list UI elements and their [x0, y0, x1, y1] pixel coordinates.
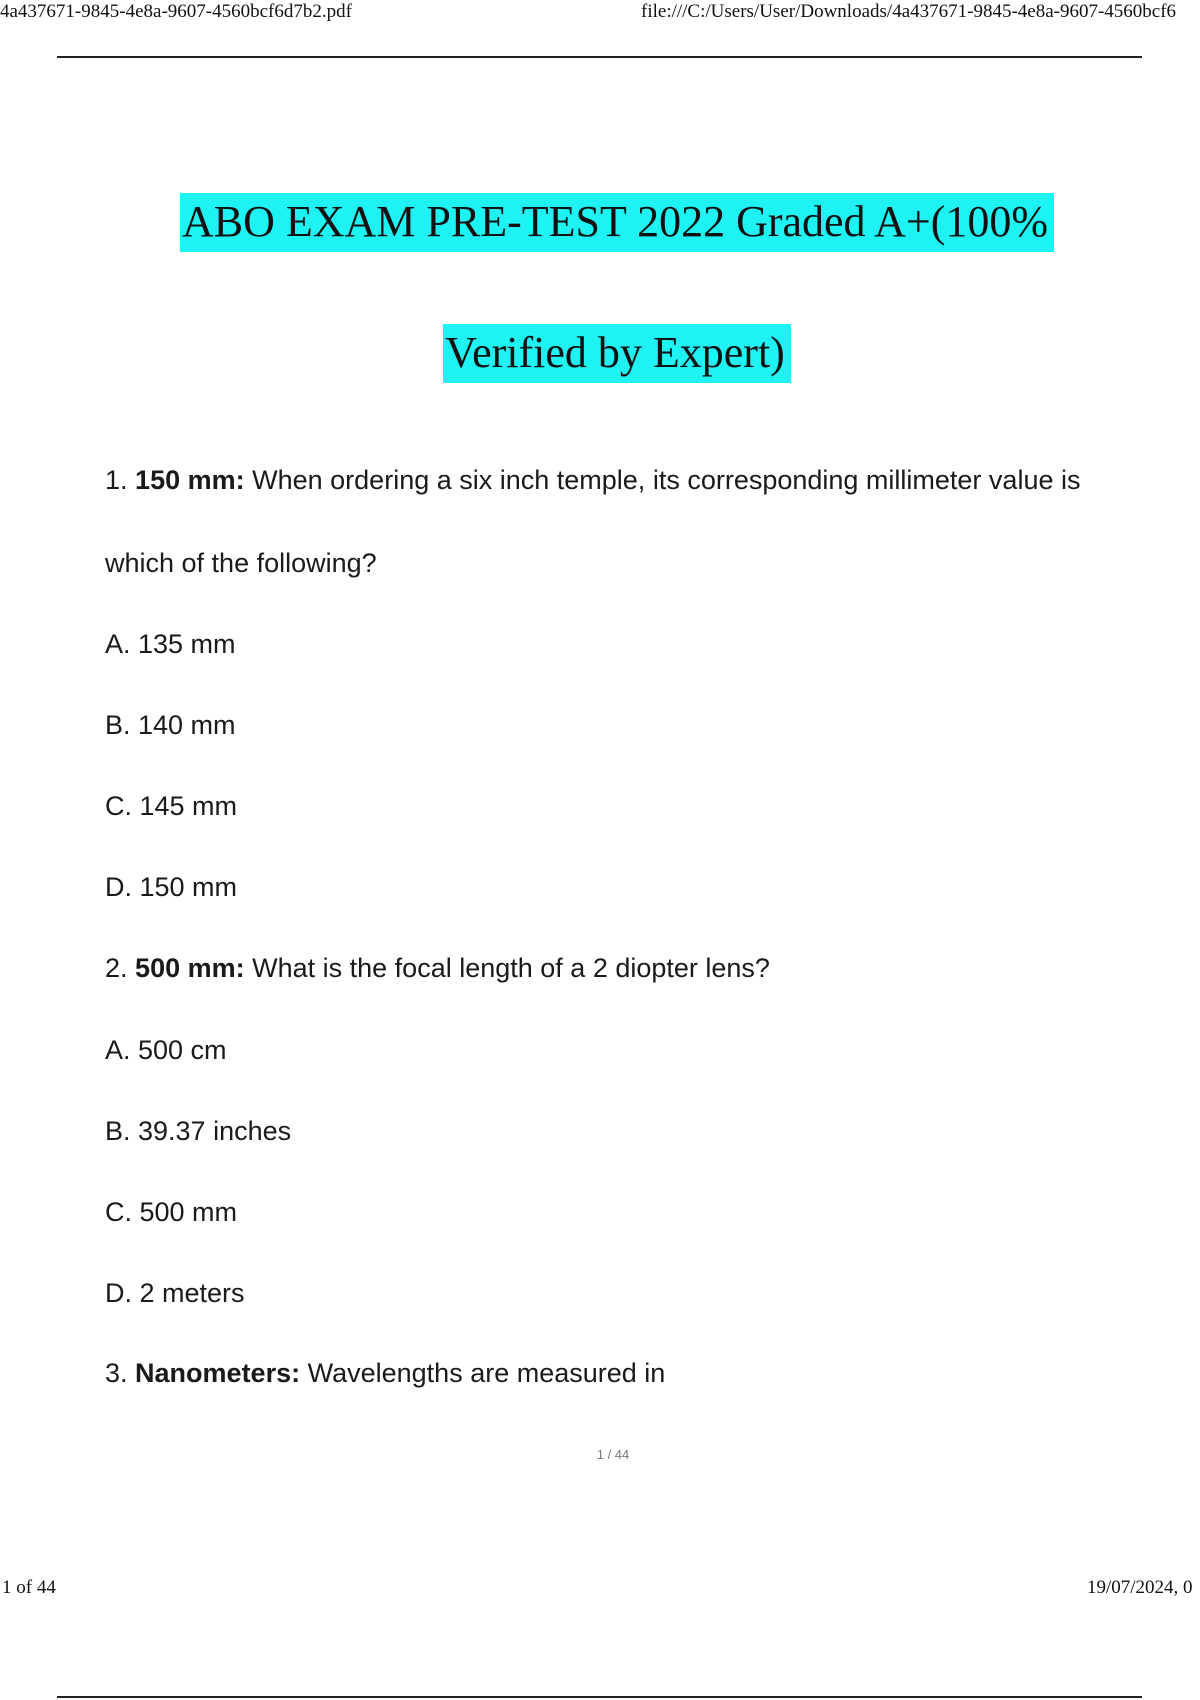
title-highlight-2: Verified by Expert) — [443, 324, 791, 383]
question-number: 2. — [105, 953, 128, 983]
title-highlight-1: ABO EXAM PRE-TEST 2022 Graded A+(100% — [180, 193, 1054, 252]
print-footer-page-count: 1 of 44 — [2, 1577, 56, 1598]
question-3 — [105, 1358, 665, 1389]
print-header-filename: 4a437671-9845-4e8a-9607-4560bcf6d7b2.pdf — [0, 1, 352, 22]
option-1a: A. 135 mm — [105, 629, 236, 659]
option-2a: A. 500 cm — [105, 1035, 227, 1065]
option-1b: B. 140 mm — [105, 710, 236, 740]
question-text: When ordering a six inch temple, its corresponding millimeter value is — [252, 465, 1081, 495]
option-1d: D. 150 mm — [105, 872, 238, 902]
question-answer: 150 mm: — [135, 465, 245, 495]
question-1 — [105, 465, 1080, 496]
question-number: 1. — [105, 465, 128, 495]
print-header-url: file:///C:/Users/User/Downloads/4a437671-9845-4e8a-9607-4560bcf6 — [641, 1, 1177, 22]
question-2 — [105, 953, 770, 984]
question-answer: Nanometers: — [135, 1358, 301, 1388]
option-2b: B. 39.37 inches — [105, 1116, 292, 1146]
option-2d: D. 2 meters — [105, 1278, 245, 1308]
question-number: 3. — [105, 1358, 128, 1388]
question-text: What is the focal length of a 2 diopter lens? — [252, 953, 770, 983]
question-text: Wavelengths are measured in — [307, 1358, 666, 1388]
print-header — [0, 0, 1200, 30]
header-rule — [57, 56, 1142, 58]
document-title-line-1 — [0, 196, 1200, 247]
footer-rule — [57, 1696, 1142, 1698]
page-indicator: 1 / 44 — [596, 1447, 630, 1462]
option-1c: C. 145 mm — [105, 791, 238, 821]
print-footer-date: 19/07/2024, 0 — [1087, 1577, 1193, 1598]
question-1-continued: which of the following? — [105, 548, 377, 578]
document-title-line-2 — [0, 327, 1200, 378]
option-2c: C. 500 mm — [105, 1197, 238, 1227]
question-answer: 500 mm: — [135, 953, 245, 983]
